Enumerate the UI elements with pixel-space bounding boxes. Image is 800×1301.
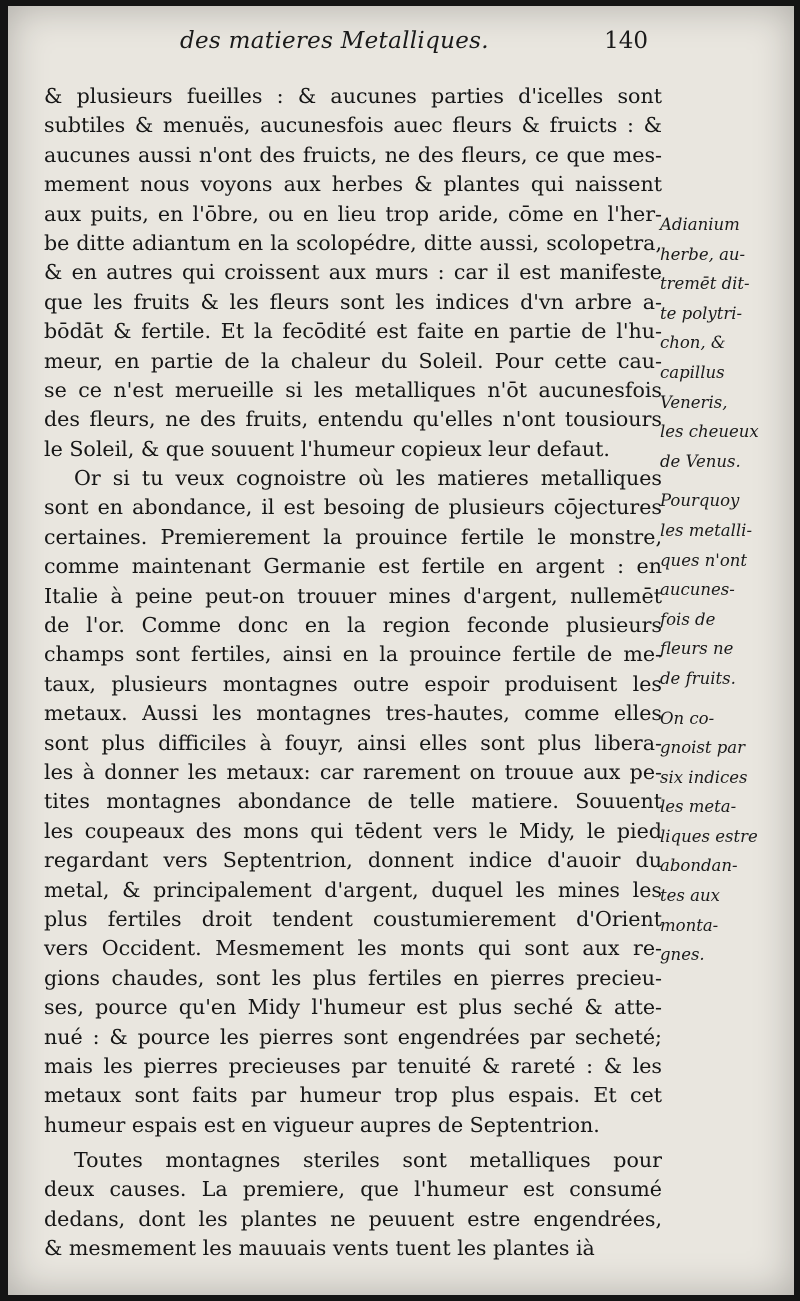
text-line: dedans, dont les plantes ne peuuent estre engendrées, bbox=[44, 1206, 662, 1231]
marginal-note-line: fleurs ne bbox=[660, 639, 734, 659]
text-line: & plusieurs fueilles : & aucunes parties d'icelles sont bbox=[44, 84, 662, 108]
marginal-note-line: capillus bbox=[660, 362, 725, 382]
marginal-note bbox=[660, 704, 786, 970]
marginal-note bbox=[660, 486, 786, 693]
text-line: le Soleil, & que souuent l'humeur copieux leur defaut. bbox=[44, 436, 610, 461]
text-line: se ce n'est merueille si les metalliques n'ōt aucunesfois bbox=[44, 377, 662, 402]
marginal-note-line: les cheueux bbox=[660, 422, 759, 442]
marginal-note-line: On co- bbox=[660, 708, 715, 728]
text-line: & en autres qui croissent aux murs : car il est manifeste bbox=[44, 260, 662, 285]
text-line: metaux sont faits par humeur trop plus espais. Et cet bbox=[44, 1083, 662, 1108]
text-line: aux puits, en l'ōbre, ou en lieu trop aride, cōme en l'her- bbox=[44, 201, 662, 226]
marginal-note-line: gnes. bbox=[660, 945, 705, 965]
text-line: sont plus difficiles à fouyr, ainsi elles sont plus libera- bbox=[44, 730, 662, 755]
text-line: les à donner les metaux: car rarement on trouue aux pe- bbox=[44, 759, 662, 784]
text-line: taux, plusieurs montagnes outre espoir produisent les bbox=[44, 671, 662, 696]
marginal-note-line: monta- bbox=[660, 915, 719, 935]
text-line: que les fruits & les fleurs sont les indices d'vn arbre a- bbox=[44, 289, 662, 314]
text-line: des fleurs, ne des fruits, entendu qu'elles n'ont tousiours bbox=[44, 407, 662, 432]
marginal-note-line: six indices bbox=[660, 767, 748, 787]
text-line: humeur espais est en vigueur aupres de Septentrion. bbox=[44, 1112, 600, 1137]
page-number: 140 bbox=[604, 28, 648, 54]
marginal-note-line: gnoist par bbox=[660, 738, 746, 758]
marginal-note-line: de fruits. bbox=[660, 668, 736, 688]
marginal-note-line: fois de bbox=[660, 609, 716, 629]
marginal-note-line: de Venus. bbox=[660, 451, 741, 471]
main-text bbox=[44, 82, 662, 1264]
text-line: comme maintenant Germanie est fertile en argent : en bbox=[44, 554, 662, 579]
text-line: plus fertiles droit tendent coustumierement d'Orient bbox=[44, 906, 662, 931]
marginal-note-line: les meta- bbox=[660, 797, 737, 817]
marginal-note-line: abondan- bbox=[660, 856, 738, 876]
text-line: metal, & principalement d'argent, duquel les mines les bbox=[44, 877, 662, 902]
text-line: les coupeaux des mons qui tēdent vers le Midy, le pied bbox=[44, 818, 662, 843]
marginal-note-line: Veneris, bbox=[660, 392, 728, 412]
text-line: sont en abondance, il est besoing de plusieurs cōjectures bbox=[44, 495, 662, 520]
marginal-note-line: chon, & bbox=[660, 333, 726, 353]
marginal-note-line: Adianium bbox=[660, 215, 740, 234]
text-line: be ditte adiantum en la scolopédre, ditte aussi, scolopetra, bbox=[44, 230, 662, 255]
text-line: aucunes aussi n'ont des fruicts, ne des fleurs, ce que mes- bbox=[44, 142, 662, 167]
text-line: Or si tu veux cognoistre où les matieres metalliques bbox=[74, 466, 662, 491]
running-title: des matieres Metalliques. bbox=[180, 28, 489, 54]
text-line: tites montagnes abondance de telle matiere. Souuent bbox=[44, 789, 662, 814]
text-line: meur, en partie de la chaleur du Soleil. Pour cette cau- bbox=[44, 348, 662, 373]
marginal-notes bbox=[660, 210, 786, 980]
page-header bbox=[180, 28, 648, 54]
text-line: vers Occident. Mesmement les monts qui sont aux re- bbox=[44, 936, 662, 961]
text-line: & mesmement les mauuais vents tuent les plantes ià bbox=[44, 1236, 595, 1261]
marginal-note-line: tes aux bbox=[660, 886, 720, 906]
marginal-note-line: liques estre bbox=[660, 826, 758, 846]
text-line: mement nous voyons aux herbes & plantes qui naissent bbox=[44, 172, 662, 197]
marginal-note-line: herbe, au- bbox=[660, 244, 746, 264]
text-line: champs sont fertiles, ainsi en la prouince fertile de me- bbox=[44, 642, 662, 667]
text-line: Toutes montagnes steriles sont metalliques pour bbox=[74, 1148, 662, 1173]
text-line: certaines. Premierement la prouince fertile le monstre, bbox=[44, 524, 662, 549]
text-line: Italie à peine peut-on trouuer mines d'argent, nullemēt bbox=[44, 583, 662, 608]
text-line: subtiles & menuës, aucunesfois auec fleurs & fruicts : & bbox=[44, 113, 662, 138]
text-line: nué : & pource les pierres sont engendrées par secheté; bbox=[44, 1024, 662, 1049]
marginal-note-line: les metalli- bbox=[660, 520, 753, 540]
book-page bbox=[8, 6, 794, 1295]
text-line: bōdāt & fertile. Et la fecōdité est faite en partie de l'hu- bbox=[44, 319, 662, 344]
text-line: ses, pource qu'en Midy l'humeur est plus seché & atte- bbox=[44, 995, 662, 1020]
text-line: de l'or. Comme donc en la region feconde plusieurs bbox=[44, 613, 662, 638]
marginal-note bbox=[660, 210, 786, 476]
text-line: regardant vers Septentrion, donnent indice d'auoir du bbox=[44, 848, 662, 873]
marginal-note-line: aucunes- bbox=[660, 580, 735, 600]
text-line: gions chaudes, sont les plus fertiles en pierres precieu- bbox=[44, 965, 662, 990]
text-line: mais les pierres precieuses par tenuité & rareté : & les bbox=[44, 1053, 662, 1078]
marginal-note-line: te polytri- bbox=[660, 303, 743, 323]
marginal-note-line: Pourquoy bbox=[660, 491, 740, 511]
text-line: metaux. Aussi les montagnes tres-hautes, comme elles bbox=[44, 701, 662, 726]
marginal-note-line: ques n'ont bbox=[660, 550, 748, 570]
marginal-note-line: tremēt dit- bbox=[660, 274, 750, 294]
text-line: deux causes. La premiere, que l'humeur est consumé bbox=[44, 1177, 662, 1202]
